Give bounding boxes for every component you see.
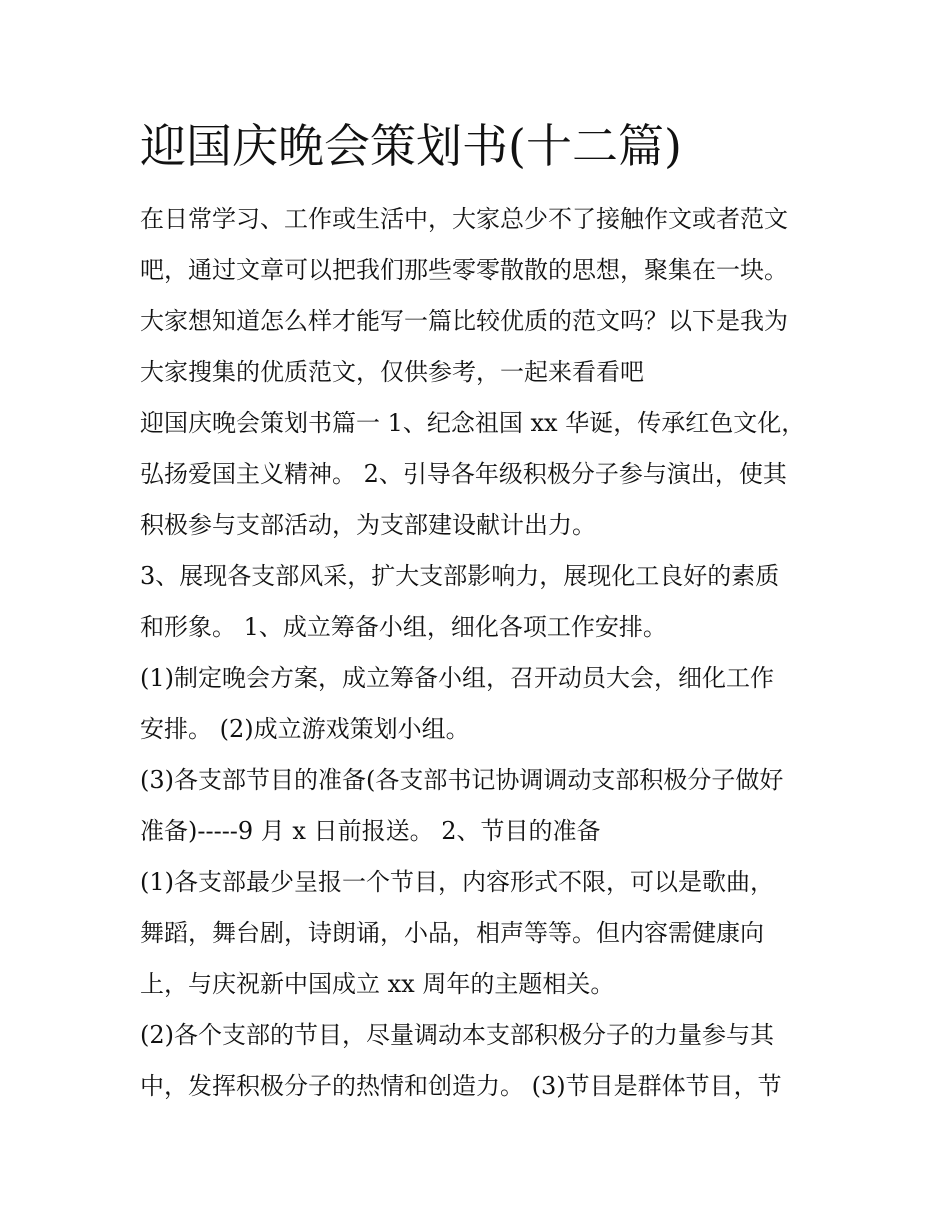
body-line: 舞蹈，舞台剧，诗朗诵，小品，相声等等。但内容需健康向 [140, 919, 764, 947]
body-line: 上，与庆祝新中国成立 xx 周年的主题相关。 [140, 970, 615, 998]
body-line: 大家想知道怎么样才能写一篇比较优质的范文吗？以下是我为 [140, 307, 788, 335]
body-line: 3、展现各支部风采，扩大支部影响力，展现化工良好的素质 [140, 562, 780, 590]
body-line: 迎国庆晚会策划书篇一 1、纪念祖国 xx 华诞，传承红色文化， [140, 409, 806, 437]
body-line: (3)各支部节目的准备(各支部书记协调调动支部积极分子做好 [140, 766, 784, 794]
body-line: 中，发挥积极分子的热情和创造力。 (3)节目是群体节目，节 [140, 1072, 782, 1100]
body-line: (1)各支部最少呈报一个节目，内容形式不限，可以是歌曲， [140, 868, 774, 896]
document-title: 迎国庆晚会策划书(十二篇) [140, 119, 682, 173]
body-line: 吧，通过文章可以把我们那些零零散散的思想，聚集在一块。 [140, 256, 788, 284]
body-line: 和形象。 1、成立筹备小组，细化各项工作安排。 [140, 613, 667, 641]
body-line: 弘扬爱国主义精神。 2、引导各年级积极分子参与演出，使其 [140, 460, 787, 488]
body-line: 准备)-----9 月 x 日前报送。 2、节目的准备 [140, 817, 601, 845]
body-line: (2)各个支部的节目，尽量调动本支部积极分子的力量参与其 [140, 1021, 774, 1049]
document-page [140, 108, 820, 1112]
document-body [140, 194, 820, 1112]
body-line: 积极参与支部活动，为支部建设献计出力。 [140, 511, 596, 539]
body-line: 在日常学习、工作或生活中，大家总少不了接触作文或者范文 [140, 205, 788, 233]
body-line: 安排。 (2)成立游戏策划小组。 [140, 715, 470, 743]
body-line: (1)制定晚会方案，成立筹备小组，召开动员大会，细化工作 [140, 664, 774, 692]
body-line: 大家搜集的优质范文，仅供参考，一起来看看吧 [140, 358, 644, 386]
